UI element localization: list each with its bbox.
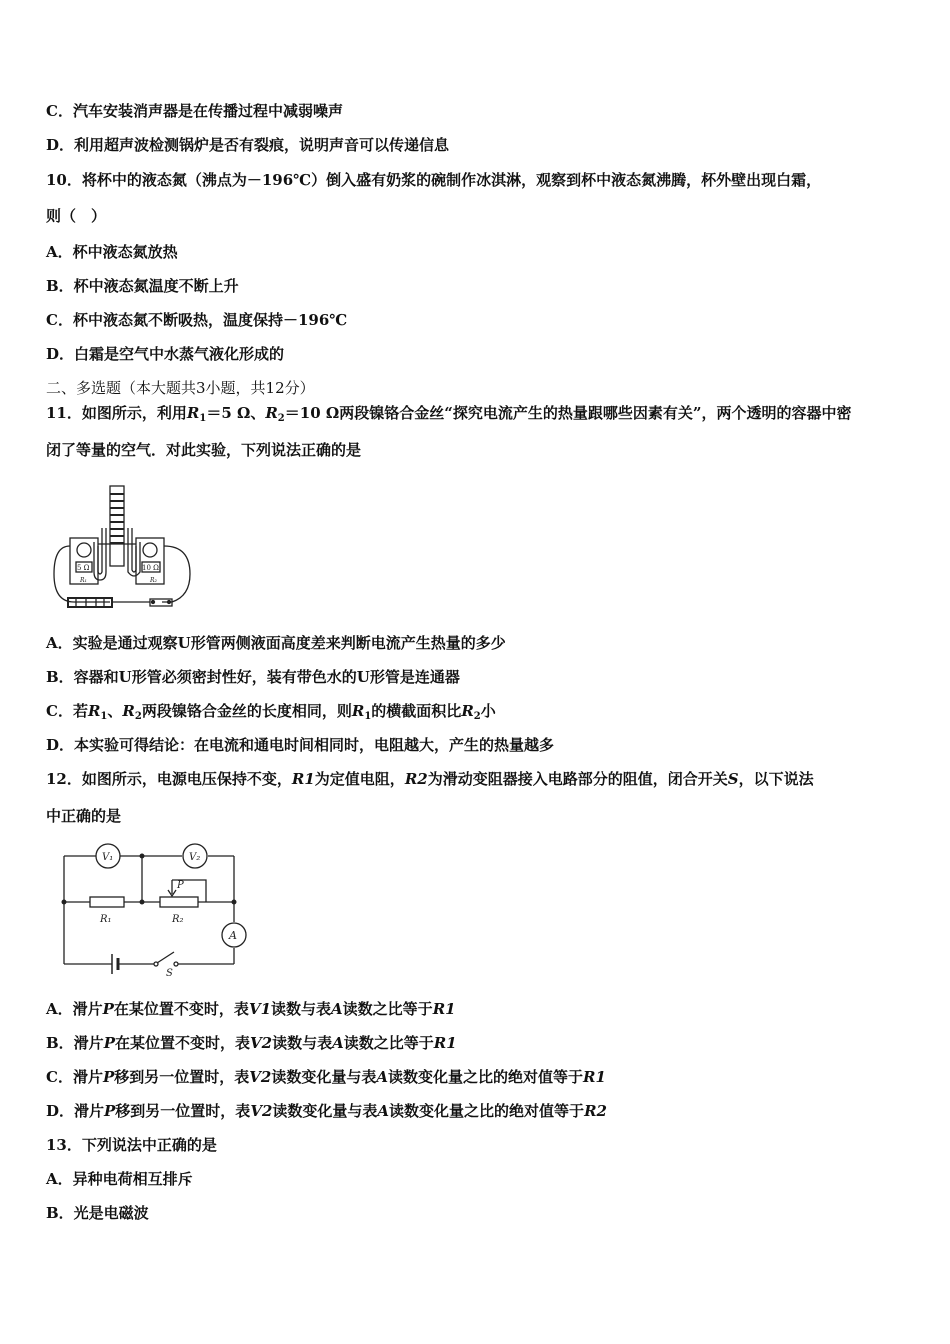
q12-option-d-part-b: 移到另一位置时，表 [115,1102,251,1120]
q12-option-a-part-a: A．滑片 [46,1000,103,1018]
q12-option-c-a: A [376,1068,388,1086]
q10-option-a: A．杯中液态氮放热 [46,243,178,261]
label-10-ohm: 10 Ω [142,564,159,572]
bulb-right [143,543,157,557]
q13-option-a: A．异种电荷相互排斥 [46,1170,193,1188]
q12-option-a-part-c: 读数与表 [271,1000,332,1018]
q11-option-c [46,701,496,727]
bulb-left [77,543,91,557]
q11-option-d: D．本实验可得结论：在电流和通电时间相同时，电阻越大，产生的热量越多 [46,736,555,754]
q10-option-b: B．杯中液态氮温度不断上升 [46,277,239,295]
q12-option-a-v1: V1 [248,1000,272,1018]
q12-option-b-part-c: 读数与表 [272,1034,333,1052]
wire-right-loop [162,546,190,602]
q12-option-c-v2: V2 [249,1068,272,1086]
q11-option-c-part-d: 的横截面积比 [371,702,462,720]
q12-stem-part-b: 为定值电阻， [314,770,405,788]
q13-option-b: B．光是电磁波 [46,1204,149,1222]
label-r1: R₁ [80,577,87,584]
q11-option-c-r1-sub: 1 [100,711,108,722]
resistor-r2 [160,897,198,907]
q10-stem-line1: 10．将杯中的液态氮（沸点为－196℃）倒入盛有奶浆的碗制作冰淇淋，观察到杯中液态氮沸腾，杯外壁出现白霜， [46,171,822,189]
q12-option-a-a: A [331,1000,343,1018]
q11-option-c-r2-again: R [461,702,474,720]
q12-option-c-p: P [102,1068,115,1086]
q12-option-d-part-a: D．滑片 [46,1102,105,1120]
q12-option-b-part-b: 在某位置不变时，表 [114,1034,250,1052]
q12-option-c-part-d: 读数变化量之比的绝对值等于 [387,1068,583,1086]
q12-option-d-a: A [377,1102,390,1120]
label-r1: R₁ [100,914,112,925]
q11-option-a: A．实验是通过观察U形管两侧液面高度差来判断电流产生热量的多少 [46,634,506,652]
q12-option-d-r2: R2 [584,1102,607,1120]
q11-r1-symbol: R [186,404,200,422]
q11-option-c-part-c: 两段镍铬合金丝的长度相同，则 [141,702,352,720]
q12-option-d-part-c: 读数变化量与表 [272,1102,378,1120]
q12-option-b-a: A [332,1034,344,1052]
q10-stem-line2: 则（ ） [46,207,107,225]
label-p: P [177,880,184,891]
q9-option-c: C．汽车安装消声器是在传播过程中减弱噪声 [46,102,343,120]
q12-option-b-p: P [103,1034,115,1052]
q12-option-d-part-d: 读数变化量之比的绝对值等于 [389,1102,585,1120]
q11-option-c-r1: R [87,702,101,720]
q11-option-c-r1-sub-again: 1 [364,711,372,722]
q11-stem-part-c: ＝10 Ω两段镍铬合金丝“探究电流产生的热量跟哪些因素有关”，两个透明的容器中密 [284,404,852,422]
q12-stem-line2: 中正确的是 [46,807,122,825]
q12-option-d [46,1101,607,1121]
q12-option-a-part-d: 读数之比等于 [342,1000,433,1018]
label-r2: R₂ [150,577,157,584]
u-tube-left [94,528,106,580]
q12-stem-r1: R1 [291,770,315,788]
section-heading-multiple-choice: 二、多选题（本大题共3小题，共12分） [46,379,315,397]
q11-option-c-r2: R [122,702,135,720]
q11-option-c-part-a: C．若 [46,702,88,720]
label-r2: R₂ [172,914,184,925]
q11-option-b: B．容器和U形管必须密封性好，装有带色水的U形管是连通器 [46,668,460,686]
q11-stem-part-b: ＝5 Ω、 [206,404,266,422]
q11-stem-line1 [46,403,851,429]
label-a: A [229,929,237,942]
label-v1: V₁ [102,852,114,863]
q11-stem-line2: 闭了等量的空气．对此实验，下列说法正确的是 [46,441,362,459]
q12-option-a-p: P [102,1000,114,1018]
q11-option-c-part-e: 小 [480,702,496,720]
q11-option-c-r2-sub-again: 2 [473,711,481,722]
q12-option-b [46,1033,457,1053]
q11-r2-subscript: 2 [277,413,285,424]
u-tube-right [128,528,140,576]
q11-apparatus-figure [50,484,226,614]
q12-option-c [46,1067,606,1087]
q12-stem-part-d: ，以下说法 [738,770,814,788]
q12-stem-switch: S [727,770,739,788]
q9-option-d: D．利用超声波检测锅炉是否有裂痕，说明声音可以传递信息 [46,136,450,154]
q12-stem-line1 [46,769,814,789]
q12-option-a-r1: R1 [432,1000,456,1018]
q10-option-c: C．杯中液态氮不断吸热，温度保持－196℃ [46,311,348,329]
q12-stem-part-a: 12．如图所示，电源电压保持不变， [46,770,292,788]
label-5-ohm: 5 Ω [77,564,90,572]
label-v2: V₂ [189,852,201,863]
q12-option-c-r1: R1 [583,1068,606,1086]
q12-stem-r2: R2 [404,770,428,788]
q10-option-d: D．白霜是空气中水蒸气液化形成的 [46,345,285,363]
q11-stem-part-a: 11．如图所示，利用 [46,404,187,422]
q12-option-b-part-a: B．滑片 [46,1034,104,1052]
q11-option-c-r2-sub: 2 [134,711,142,722]
q12-option-c-part-a: C．滑片 [46,1068,103,1086]
scale-tube [110,486,124,566]
q12-option-d-p: P [104,1102,116,1120]
q12-option-b-r1: R1 [433,1034,457,1052]
q12-option-c-part-c: 读数变化量与表 [271,1068,377,1086]
q12-option-b-v2: V2 [249,1034,273,1052]
q12-option-c-part-b: 移到另一位置时，表 [114,1068,250,1086]
q12-circuit-figure [58,842,250,978]
q11-option-c-r1-again: R [351,702,365,720]
switch-s [157,952,174,963]
q11-option-c-part-b: 、 [107,702,123,720]
q12-option-a [46,999,456,1019]
q12-option-a-part-b: 在某位置不变时，表 [113,1000,249,1018]
q11-r1-subscript: 1 [199,413,207,424]
q13-stem: 13．下列说法中正确的是 [46,1136,217,1154]
q12-option-b-part-d: 读数之比等于 [343,1034,434,1052]
q11-r2-symbol: R [265,404,278,422]
q12-stem-part-c: 为滑动变阻器接入电路部分的阻值，闭合开关 [427,770,728,788]
resistor-r1 [90,897,124,907]
q12-option-d-v2: V2 [250,1102,273,1120]
label-s: S [166,968,173,978]
